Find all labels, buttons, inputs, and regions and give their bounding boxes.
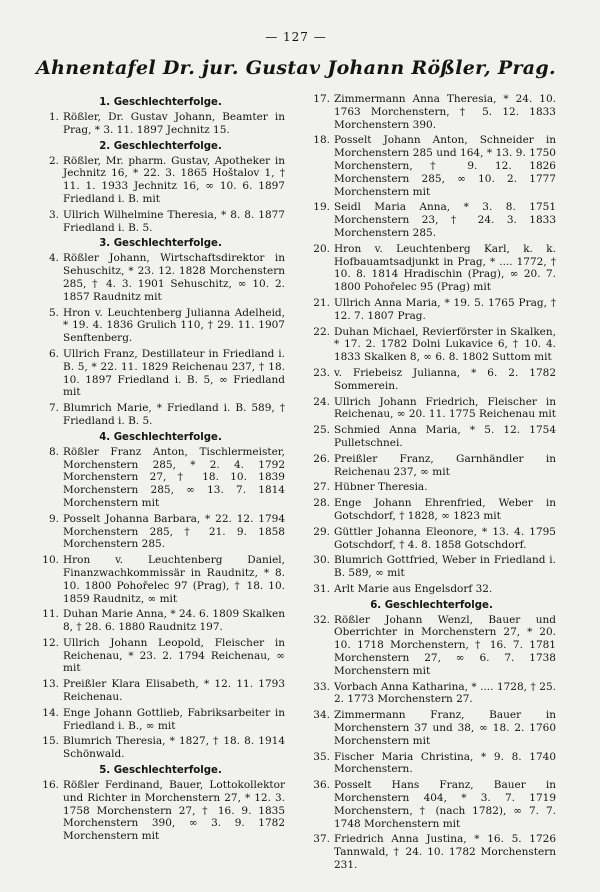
entry-text: Preißler Franz, Garnhändler in Reichenau 237, ∞ mit [334, 452, 556, 478]
generation-heading: 1. Geschlechterfolge. [99, 97, 222, 108]
entry-text: Duhan Michael, Revierförster in Skalken, * 17. 2. 1782 Dolni Lukavice 6, † 10. 4. 1833 Skalken 8, ∞ 6. 8. 1802 Suttom mit [334, 325, 556, 364]
entry-number: 5. [48, 306, 59, 319]
entry-text: Posselt Johann Anton, Schneider in Morchenstern 285 und 164, * 13. 9. 1750 Morchenstern, † 9. 12. 1826 Morchenstern 285, ∞ 10. 2. 1777 Morchenstern mit [334, 134, 556, 198]
entry-text: Hron v. Leuchtenberg Julianna Adelheid, * 19. 4. 1836 Grulich 110, † 29. 11. 1907 Senftenberg. [63, 306, 285, 345]
entry-number: 9. [48, 512, 59, 525]
entry-text: Rößler, Dr. Gustav Johann, Beamter in Prag, * 3. 11. 1897 Jechnitz 15. [63, 111, 285, 136]
ancestor-entry [36, 446, 285, 510]
entry-text: Duhan Marie Anna, * 24. 6. 1809 Skalken 8, † 28. 6. 1880 Raudnitz 197. [63, 608, 285, 634]
entry-text: Preißler Klara Elisabeth, * 12. 11. 1793 Reichenau. [63, 678, 285, 704]
entry-number: 21. [313, 296, 330, 309]
ancestor-entry [307, 134, 556, 198]
ancestor-entry [307, 453, 556, 479]
entry-text: Rößler Franz Anton, Tischlermeister, Morchenstern 285, * 2. 4. 1792 Morchenstern 27, † 18. 10. 1839 Morchenstern 285, ∞ 13. 7. 1814 Morchenstern mit [63, 445, 285, 509]
entry-number: 10. [42, 554, 59, 567]
entry-number: 13. [42, 678, 59, 691]
ancestor-entry [307, 201, 556, 239]
entry-text: Seidl Maria Anna, * 3. 8. 1751 Morchenstern 23, † 24. 3. 1833 Morchenstern 285. [334, 201, 556, 239]
entry-text: Rößler Johann, Wirtschaftsdirektor in Sehuschitz, * 23. 12. 1828 Morchenstern 285, † 4. 3. 1901 Sehuschitz, ∞ 10. 2. 1857 Raudnitz mit [63, 252, 285, 303]
entry-number: 29. [313, 525, 330, 538]
entry-text: Enge Johann Ehrenfried, Weber in Gotschdorf, † 1828, ∞ 1823 mit [334, 497, 556, 522]
ancestor-entry [307, 481, 556, 494]
two-column-body [36, 93, 556, 875]
entry-number: 1. [48, 111, 59, 123]
entry-number: 22. [313, 325, 330, 338]
entry-number: 12. [42, 636, 59, 649]
generation-heading: 2. Geschlechterfolge. [99, 140, 222, 152]
entry-number: 33. [313, 680, 330, 693]
ancestor-entry [36, 707, 285, 733]
entry-number: 11. [42, 608, 59, 621]
entry-number: 14. [42, 706, 59, 719]
entry-text: Fischer Maria Christina, * 9. 8. 1740 Morchenstern. [334, 750, 556, 776]
ancestor-entry [36, 209, 285, 235]
ancestor-entry [36, 513, 285, 551]
entry-text: Hron v. Leuchtenberg Daniel, Finanzwachkommissär in Raudnitz, * 8. 10. 1800 Pohořelec 97 (Prag), † 18. 10. 1859 Raudnitz, ∞ mit [63, 554, 285, 605]
entry-text: Ullrich Johann Leopold, Fleischer in Reichenau, * 23. 2. 1794 Reichenau, ∞ mit [63, 636, 285, 675]
ancestor-entry [307, 367, 556, 393]
entry-number: 23. [313, 366, 330, 379]
entry-number: 8. [48, 445, 59, 458]
ancestor-entry [36, 678, 285, 704]
entry-text: Blumrich Theresia, * 1827, † 18. 8. 1914 Schönwald. [63, 735, 285, 761]
ancestor-entry [307, 497, 556, 523]
entry-text: Posselt Hans Franz, Bauer in Morchenstern 404, * 3. 7. 1719 Morchenstern, † (nach 1782), ∞ 7. 7. 1748 Morchenstern mit [334, 779, 556, 830]
ancestor-entry [36, 252, 285, 303]
entry-number: 2. [48, 154, 59, 167]
entry-number: 20. [313, 242, 330, 255]
entry-number: 4. [48, 252, 59, 265]
ancestor-entry [307, 554, 556, 580]
entry-text: Enge Johann Gottlieb, Fabriksarbeiter in Friedland i. B., ∞ mit [63, 706, 285, 732]
entry-text: Zimmermann Franz, Bauer in Morchenstern 37 und 38, ∞ 18. 2. 1760 Morchenstern mit [334, 709, 556, 747]
entry-text: Hübner Theresia. [334, 481, 428, 494]
entry-number: 37. [313, 833, 330, 846]
entry-text: Hron v. Leuchtenberg Karl, k. k. Hofbauamtsadjunkt in Prag, * .... 1772, † 10. 8. 1814 Hradischin (Prag), ∞ 20. 7. 1800 Pohořelec 95 (Prag) mit [334, 242, 556, 294]
entry-text: Güttler Johanna Eleonore, * 13. 4. 1795 Gotschdorf, † 4. 8. 1858 Gotschdorf. [334, 525, 556, 551]
entry-text: Blumrich Marie, * Friedland i. B. 589, † Friedland i. B. 5. [63, 402, 285, 427]
entry-text: Ullrich Franz, Destillateur in Friedland i. B. 5, * 22. 11. 1829 Reichenau 237, † 18. 10. 1897 Friedland i. B. 5, ∞ Friedland mit [63, 347, 285, 399]
ancestor-entry [307, 583, 556, 596]
entry-number: 6. [48, 347, 59, 360]
ancestor-entry [307, 526, 556, 552]
ancestor-entry [307, 709, 556, 747]
ancestor-entry [307, 779, 556, 830]
entry-text: Blumrich Gottfried, Weber in Friedland i. B. 589, ∞ mit [334, 554, 556, 580]
entry-text: v. Friebeisz Julianna, * 6. 2. 1782 Sommerein. [334, 366, 556, 392]
ancestor-entry [36, 348, 285, 399]
ancestor-entry [307, 751, 556, 777]
entry-number: 30. [313, 554, 330, 567]
ancestor-entry [36, 111, 285, 137]
entry-text: Schmied Anna Maria, * 5. 12. 1754 Pulletschnei. [334, 424, 556, 449]
entry-number: 3. [48, 208, 59, 221]
entry-number: 32. [313, 613, 330, 626]
entry-text: Rößler Ferdinand, Bauer, Lottokollektor und Richter in Morchenstern 27, * 12. 3. 1758 Morchenstern 27, † 16. 9. 1835 Morchenstern 390, ∞ 3. 9. 1782 Morchenstern mit [63, 779, 285, 843]
ancestor-entry [36, 608, 285, 634]
entry-text: Vorbach Anna Katharina, * .... 1728, † 25. 2. 1773 Morchenstern 27. [334, 680, 556, 706]
page-number: — 127 — [265, 30, 327, 44]
entry-number: 36. [313, 779, 330, 792]
ancestor-entry [307, 243, 556, 294]
entry-text: Rößler Johann Wenzl, Bauer und Oberrichter in Morchenstern 27, * 20. 10. 1718 Morchenstern, † 16. 7. 1781 Morchenstern 27, ∞ 6. 7. 1738 Morchenstern mit [334, 613, 556, 677]
entry-number: 18. [313, 134, 330, 147]
entry-text: Ullrich Anna Maria, * 19. 5. 1765 Prag, † 12. 7. 1807 Prag. [334, 296, 556, 322]
ancestor-entry [307, 297, 556, 323]
entry-number: 24. [313, 395, 330, 408]
entry-text: Posselt Johanna Barbara, * 22. 12. 1794 Morchenstern 285, † 21. 9. 1858 Morchenstern 285. [63, 512, 285, 551]
entry-number: 17. [313, 93, 330, 105]
entry-text: Arlt Marie aus Engelsdorf 32. [334, 582, 493, 595]
entry-number: 28. [313, 497, 330, 510]
entry-number: 16. [42, 779, 59, 792]
entry-number: 27. [313, 481, 330, 494]
ancestor-entry [36, 735, 285, 761]
ancestor-entry [36, 779, 285, 843]
ancestor-entry [307, 396, 556, 422]
entry-text: Ullrich Johann Friedrich, Fleischer in Reichenau, ∞ 20. 11. 1775 Reichenau mit [334, 395, 557, 421]
entry-number: 7. [48, 402, 59, 415]
ancestor-entry [36, 307, 285, 345]
entry-number: 15. [42, 735, 59, 748]
entry-number: 34. [313, 709, 330, 722]
entry-number: 19. [313, 201, 330, 214]
right-column [307, 93, 556, 875]
ancestor-entry [307, 833, 556, 871]
entry-number: 26. [313, 452, 330, 465]
ancestor-entry [307, 93, 556, 131]
generation-heading: 6. Geschlechterfolge. [370, 599, 493, 611]
entry-text: Friedrich Anna Justina, * 16. 5. 1726 Tannwald, † 24. 10. 1782 Morchenstern 231. [334, 833, 556, 872]
entry-number: 31. [313, 582, 330, 595]
entry-text: Zimmermann Anna Theresia, * 24. 10. 1763 Morchenstern, † 5. 12. 1833 Morchenstern 390. [334, 93, 556, 131]
generation-heading: 3. Geschlechterfolge. [99, 238, 222, 250]
generation-heading: 4. Geschlechterfolge. [99, 431, 222, 443]
page-title: Ahnentafel Dr. jur. Gustav Johann Rößler, Prag. [36, 57, 556, 79]
entry-number: 35. [313, 750, 330, 763]
ancestor-entry [36, 155, 285, 206]
ancestor-entry [36, 554, 285, 605]
left-column [36, 93, 285, 875]
ancestor-entry [307, 681, 556, 707]
entry-text: Ullrich Wilhelmine Theresia, * 8. 8. 1877 Friedland i. B. 5. [63, 208, 285, 234]
ancestor-entry [36, 637, 285, 675]
entry-text: Rößler, Mr. pharm. Gustav, Apotheker in Jechnitz 16, * 22. 3. 1865 Hoštalov 1, † 11. 1. 1933 Jechnitz 16, ∞ 10. 6. 1897 Friedland i. B. mit [63, 154, 285, 205]
generation-heading: 5. Geschlechterfolge. [99, 765, 222, 777]
ancestor-entry [307, 326, 556, 364]
ancestor-entry [307, 614, 556, 678]
ancestor-entry [36, 402, 285, 428]
entry-number: 25. [313, 424, 330, 437]
ancestor-entry [307, 424, 556, 450]
